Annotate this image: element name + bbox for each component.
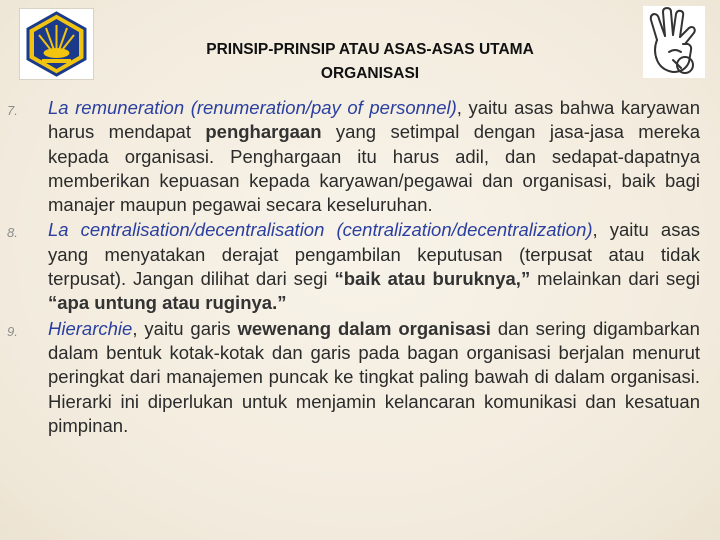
list-item — [7, 218, 700, 315]
item-text: melainkan dari segi — [530, 268, 700, 290]
item-emphasis: “baik atau buruknya,” — [334, 268, 531, 290]
item-number: 9. — [7, 323, 18, 339]
item-number: 7. — [7, 103, 18, 118]
item-emphasis: penghargaan — [205, 121, 322, 143]
item-text: dan sering digambarkan dalam bentuk kotak-kotak dan garis pada bagan organisasi berjalan menurut peringkat dari manajemen puncak ke tingkat paling bawah di dalam organisasi. Hierarki ini diperlukan untuk menjamin kelancaran komunikasi dan kesatuan pimpinan. — [48, 317, 700, 436]
page-title — [150, 38, 590, 86]
hand-gesture-icon — [643, 6, 705, 78]
item-emphasis: wewenang dalam organisasi — [237, 317, 491, 339]
item-text: , yaitu asas bahwa karyawan harus mendapat — [48, 97, 700, 143]
ministry-emblem-icon — [19, 8, 94, 80]
item-number: 8. — [7, 225, 18, 241]
title-line-2: ORGANISASI — [320, 65, 420, 82]
item-term: La centralisation/decentralisation (centralization/decentralization) — [48, 219, 593, 241]
title-line-1: PRINSIP-PRINSIP ATAU ASAS-ASAS UTAMA — [206, 41, 534, 58]
item-text: , yaitu asas yang menyatakan derajat pengambilan keputusan (terpusat atau tidak terpusat). Jangan dilihat dari segi — [48, 219, 700, 290]
item-text: yang setimpal dengan jasa-jasa mereka kepada organisasi. Penghargaan itu harus adil, dan sedapat-dapatnya memberikan kepuasan kepada karyawan/pegawai dan organisasi, baik bagi manajer maupun pegawai secara keseluruhan. — [48, 121, 700, 216]
principles-list — [7, 96, 700, 438]
item-term: Hierarchie — [48, 317, 133, 339]
list-item — [7, 317, 700, 438]
item-term: La remuneration (renumeration/pay of personnel) — [48, 97, 457, 118]
item-emphasis: “apa untung atau ruginya.” — [48, 292, 287, 314]
list-item — [7, 96, 700, 217]
item-text: , yaitu garis — [132, 317, 238, 339]
